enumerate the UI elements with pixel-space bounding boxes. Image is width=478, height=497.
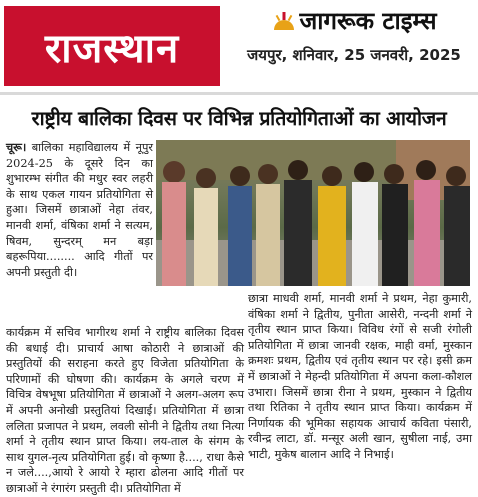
article-body-column-1: कार्यक्रम में सचिव भागीरथ शर्मा ने राष्ट्रीय बालिका दिवस की बधाई दी। प्राचार्य आषा कोठारी ने छात्राओं की प्रस्तुतियों की सराहना करते हुए विजेता प्रतियोगिता के परिणामों की घोषणा की। कार्यक्रम के अगले चरण में विचित्र वेषभूषा प्रतियोगिता में छात्राओं ने अलग-अलग रूप में अपनी अनोखी प्रस्तुतियां दिखाई। प्रतियोगिता में छात्रा ललिता प्रजापत ने प्रथम, लवली सोनी ने द्वितीय तथा नित्या शर्मा ने तृतीय स्थान प्राप्त किया। लय-ताल के संगम के साथ युगल-नृत्य प्रतियोगिता हुई। वो कृष्णा है...., राधा कैसे न जले....,आयो रे आयो रे म्हारा ढोलना आदि गीतों पर छात्राओं ने रंगारंग प्रस्तुती दी। प्रतियोगिता में [6,326,244,495]
article-dateline-city: चूरू। [6,140,27,154]
article-photo [156,140,470,286]
article-intro-column [6,140,153,280]
article-body-column-2: छात्रा माधवी शर्मा, मानवी शर्मा ने प्रथम, नेहा कुमारी, वंषिका शर्मा ने द्वितीय, पुनीता आसेरी, नन्दनी शर्मा ने तृतीय स्थान प्राप्त किया। विविध रंगों से सजी रंगोली प्रतियोगिता में छात्रा जानवी रक्षक, माही वर्मा, मुस्कान क्रमशः प्रथम, द्वितीय एवं तृतीय स्थान पर रहे। इसी क्रम में छात्राओं ने मेहन्दी प्रतियोगिता में अपना कला-कौशल उभारा। जिसमें छात्रा रीना ने प्रथम, मुस्कान ने द्वितीय तथा रितिका ने तृतीय स्थान प्राप्त किया। कार्यक्रम में निर्णायक की भूमिका सहायक आचार्य कविता पंसारी, रवीन्द्र लाटा, डॉ. मन्सूर अली खान, सुषीला नाई, उमा भाटी, मुकेष बालान आदि ने निभाई। [248,292,472,461]
newspaper-name: जागरूक टाइम्स [299,7,437,35]
article-intro-text: बालिका महाविद्यालय में नूपुर 2024-25 के दूसरे दिन का शुभारम्भ संगीत की मधुर स्वर लहरी के साथ एकल गायन प्रतियोगिता से हुआ। जिसमें छात्राओं नेहा तंवर, मानवी शर्मा, वंषिका शर्मा ने सत्यम, षिवम, सुन्दरम् मन बड़ा बहरूपिया........ आदि गीतों पर अपनी प्रस्तुती दी। [6,141,153,279]
section-label: राजस्थान [4,6,220,86]
header-divider [0,92,478,95]
sunrise-emblem-icon [271,10,297,32]
article-headline: राष्ट्रीय बालिका दिवस पर विभिन्न प्रतियोगिताओं का आयोजन [31,107,447,130]
edition-dateline: जयपुर, शनिवार, 25 जनवरी, 2025 [247,46,461,64]
newspaper-header [0,0,478,92]
masthead [234,4,474,88]
group-photo-image [156,140,470,286]
masthead-logo-row [234,4,474,37]
